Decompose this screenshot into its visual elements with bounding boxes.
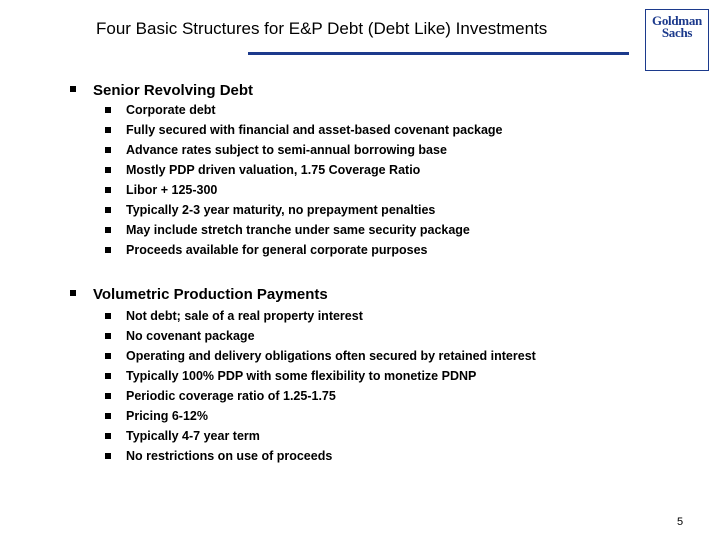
section-bullet (70, 290, 76, 296)
logo-line-1: Goldman (652, 13, 702, 28)
bullet-icon (105, 453, 111, 459)
bullet-icon (105, 127, 111, 133)
slide-title: Four Basic Structures for E&P Debt (Debt Like) Investments (96, 19, 548, 38)
bullet-icon (105, 353, 111, 359)
section-title: Senior Revolving Debt (93, 82, 254, 99)
section-title: Volumetric Production Payments (93, 286, 328, 303)
section-bullet (70, 86, 76, 92)
title-underline (248, 52, 629, 55)
bullet-icon (105, 413, 111, 419)
bullet-icon (105, 373, 111, 379)
bullet-icon (105, 187, 111, 193)
bullet-icon (105, 227, 111, 233)
goldman-sachs-logo (645, 9, 709, 71)
bullet-icon (105, 107, 111, 113)
bullet-icon (105, 147, 111, 153)
bullet-icon (105, 433, 111, 439)
bullet-icon (105, 333, 111, 339)
bullet-icon (105, 247, 111, 253)
bullet-icon (105, 167, 111, 173)
bullet-icon (105, 393, 111, 399)
bullet-icon (105, 313, 111, 319)
logo-line-2: Sachs (661, 25, 693, 40)
page-number: 5 (677, 516, 684, 528)
bullet-icon (105, 207, 111, 213)
